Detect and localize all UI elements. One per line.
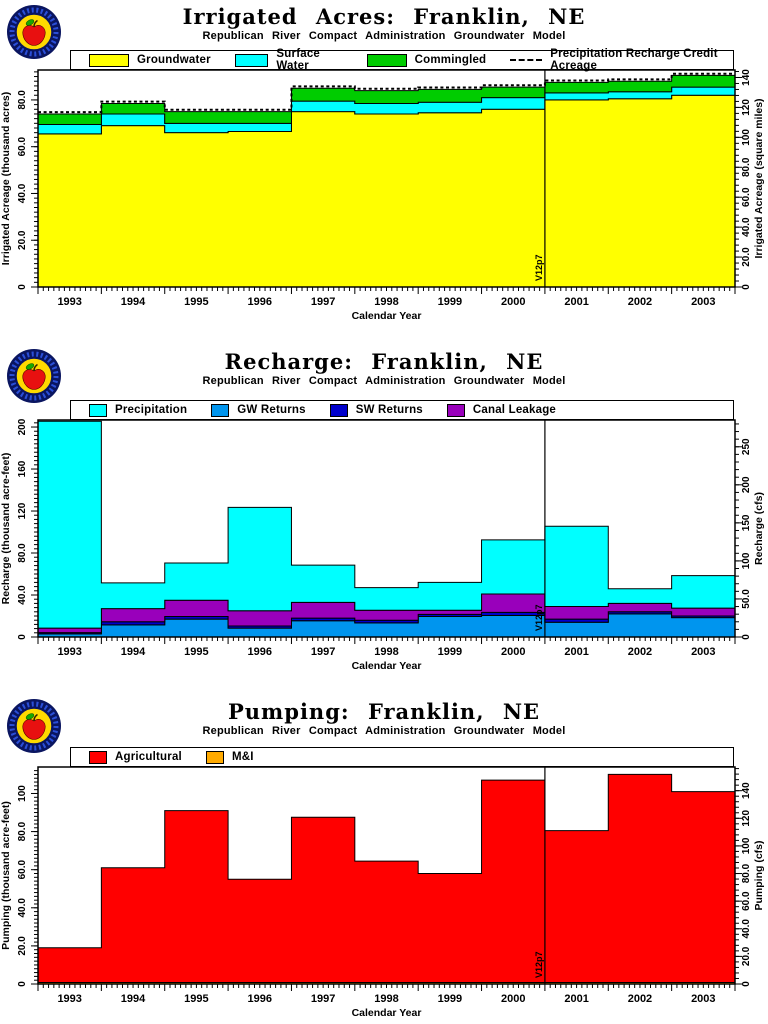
x-tick-label-1996: 1996 [247,646,273,658]
chart-title: Irrigated Acres: Franklin, NE [182,4,586,29]
commingled-swatch [367,54,407,67]
x-tick-label-1995: 1995 [184,296,209,308]
right-tick-label: 0 [741,634,752,640]
x-tick-label-1994: 1994 [120,646,146,658]
legend-item-surface-water [235,48,343,72]
left-tick-label: 80.0 [17,543,28,563]
left-tick-label: 40.0 [17,183,28,204]
canal-leakage-swatch [447,404,465,417]
x-tick-label-1995: 1995 [184,646,209,658]
right-tick-label: 60.0 [741,891,752,911]
right-axis-title: Pumping (cfs) [753,840,765,911]
m-i-swatch [206,751,224,764]
series-precipitation-area [38,421,735,628]
x-tick-label-2003: 2003 [691,993,716,1005]
legend-label: M&I [231,751,254,763]
plot-pumping [0,690,768,1024]
x-tick-label-1993: 1993 [57,646,82,658]
precipitation-swatch [89,404,107,417]
x-tick-label-2000: 2000 [500,646,526,658]
right-tick-label: 20.0 [741,946,752,967]
legend-item-m-i [206,751,254,764]
left-tick-label: 120 [17,502,28,520]
right-axis-title: Recharge (cfs) [753,492,765,565]
right-tick-label: 80.0 [741,863,752,884]
model-version-marker-label: V12p7 [533,604,544,631]
legend-item-precipitation-recharge-credit-acreage [510,48,733,72]
left-tick-label: 160 [17,460,28,478]
right-tick-label: 120 [741,809,752,827]
legend-label: Groundwater [137,54,211,66]
legend-item-precipitation [89,404,187,417]
left-axis-title: Recharge (thousand acre-feet) [0,452,12,605]
legend [70,400,734,420]
left-tick-label: 80.0 [17,90,28,110]
left-axis-title: Pumping (thousand acre-feet) [0,801,12,950]
right-tick-label: 120 [741,99,752,116]
left-tick-label: 40.0 [17,898,28,918]
x-tick-label-1997: 1997 [310,296,336,308]
legend-item-groundwater [89,54,211,67]
series-agricultural-area [38,774,735,982]
right-tick-label: 150 [741,514,752,532]
x-tick-label-2002: 2002 [627,646,653,658]
chart-panel-pumping [0,690,768,1024]
x-tick-label-2001: 2001 [564,993,589,1005]
surface-water-swatch [235,54,269,67]
left-tick-label: 20.0 [17,936,28,956]
precipitation-recharge-credit-acreage-dashed-line-swatch [510,59,542,61]
legend [70,50,734,70]
x-tick-label-1999: 1999 [437,296,463,308]
right-tick-label: 100 [741,837,752,855]
legend-label: GW Returns [237,404,306,416]
right-tick-label: 140 [741,782,752,800]
x-tick-label-2002: 2002 [627,296,653,308]
legend-label: Commingled [414,54,487,66]
chart-title: Recharge: Franklin, NE [224,349,544,374]
model-version-marker-label: V12p7 [533,951,544,978]
legend-label: Surface Water [276,48,321,72]
right-tick-label: 250 [741,438,752,456]
x-axis-title: Calendar Year [351,310,422,322]
x-tick-label-2001: 2001 [564,296,589,308]
left-tick-label: 80.0 [17,821,28,842]
left-tick-label: 60.0 [17,859,28,880]
legend-label: Precipitation Recharge Credit Acreage [550,48,718,72]
x-tick-label-1996: 1996 [247,296,273,308]
right-tick-label: 80.0 [741,157,752,178]
x-tick-label-1993: 1993 [57,993,82,1005]
chart-panel-irrigated-acres [0,0,768,340]
x-tick-label-2000: 2000 [500,993,526,1005]
legend-item-sw-returns [330,404,423,417]
legend-item-gw-returns [211,404,305,417]
agricultural-swatch [89,751,107,764]
x-tick-label-2003: 2003 [691,296,716,308]
left-tick-label: 60.0 [17,136,28,157]
x-tick-label-1996: 1996 [247,993,273,1005]
right-tick-label: 40.0 [741,217,752,237]
chart-title: Pumping: Franklin, NE [227,699,541,724]
right-tick-label: 200 [741,476,752,494]
chart-panel-recharge [0,340,768,690]
left-tick-label: 0 [17,634,28,640]
legend-label: Canal Leakage [472,404,557,416]
right-tick-label: 100 [741,552,752,570]
x-tick-label-2002: 2002 [627,993,653,1005]
x-tick-label-2000: 2000 [500,296,526,308]
x-tick-label-1998: 1998 [374,993,399,1005]
chart-subtitle: Republican River Compact Administration Groundwater Model [202,30,566,42]
sw-returns-swatch [330,404,348,417]
legend-item-commingled [367,54,487,67]
x-tick-label-1998: 1998 [374,296,399,308]
legend-item-agricultural [89,751,182,764]
legend-label: SW Returns [355,404,423,416]
x-tick-label-2001: 2001 [564,646,589,658]
chart-subtitle: Republican River Compact Administration Groundwater Model [202,375,566,387]
legend-label: Precipitation [115,404,188,416]
x-tick-label-1997: 1997 [310,993,336,1005]
x-tick-label-1993: 1993 [57,296,82,308]
legend-label: Agricultural [115,751,182,763]
left-tick-label: 0 [17,981,28,987]
x-tick-label-1994: 1994 [120,993,146,1005]
x-tick-label-1995: 1995 [184,993,209,1005]
left-axis-title: Irrigated Acreage (thousand acres) [0,91,12,266]
x-tick-label-2003: 2003 [691,646,716,658]
right-tick-label: 100 [741,129,752,146]
plot-recharge [0,340,768,690]
x-tick-label-1999: 1999 [437,993,463,1005]
model-version-marker-label: V12p7 [533,254,544,281]
gw-returns-swatch [211,404,229,417]
legend [70,747,734,767]
chart-subtitle: Republican River Compact Administration Groundwater Model [202,725,566,737]
right-tick-label: 40.0 [741,919,752,939]
right-tick-label: 50.0 [741,589,752,609]
x-axis-title: Calendar Year [351,1007,422,1019]
right-axis-title: Irrigated Acreage (square miles) [753,98,765,259]
x-tick-label-1998: 1998 [374,646,399,658]
left-tick-label: 0 [17,284,28,290]
right-tick-label: 20.0 [741,247,752,267]
right-tick-label: 0 [741,284,752,290]
right-tick-label: 140 [741,69,752,86]
x-tick-label-1994: 1994 [120,296,146,308]
left-tick-label: 20.0 [17,230,28,250]
x-axis-title: Calendar Year [351,660,422,672]
left-tick-label: 100 [17,785,28,802]
groundwater-swatch [89,54,129,67]
right-tick-label: 0 [741,981,752,987]
right-tick-label: 60.0 [741,187,752,207]
left-tick-label: 200 [17,418,28,436]
legend-item-canal-leakage [447,404,556,417]
x-tick-label-1997: 1997 [310,646,336,658]
x-tick-label-1999: 1999 [437,646,463,658]
left-tick-label: 40.0 [17,585,28,605]
